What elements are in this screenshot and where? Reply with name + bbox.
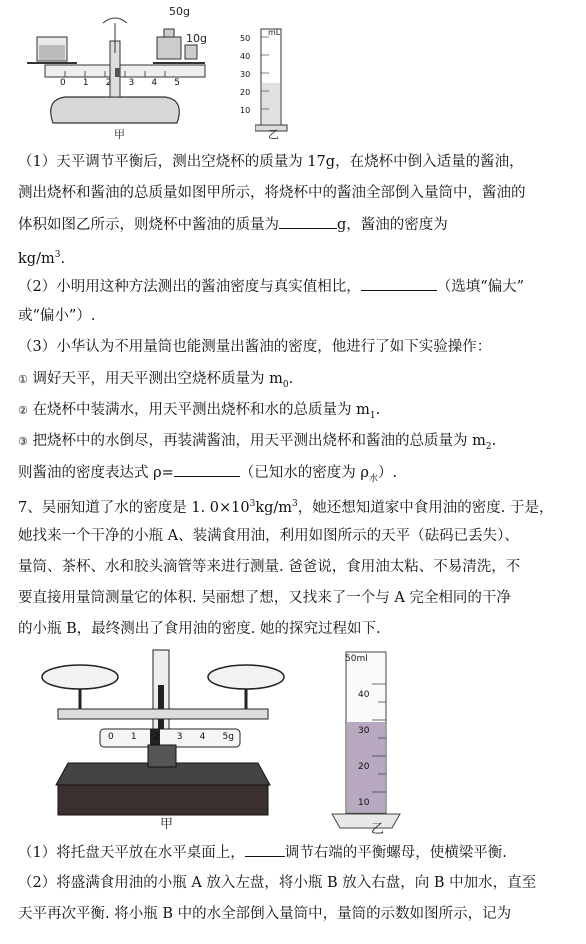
q1-text: 体积如图乙所示，则烧杯中酱油的质量为 (18, 217, 279, 233)
cylinder-tick-labels (240, 30, 250, 120)
problem6-q1-line3 (18, 214, 448, 235)
scale-number: 1 (82, 78, 89, 88)
graduated-cylinder-1 (255, 25, 295, 135)
scale-number: 5 (174, 78, 180, 88)
cylinder-tick: 20 (240, 88, 251, 97)
scale-number: 3 (128, 78, 135, 88)
step-sub: 2 (485, 441, 492, 452)
scale-number: 2 (153, 732, 160, 742)
problem6-q3-intro: （3）小华认为不用量筒也能测量出酱油的密度，他进行了如下实验操作： (18, 339, 492, 355)
step-end: . (491, 433, 497, 449)
balance-scale-numbers (60, 78, 180, 88)
cylinder-tick: 30 (240, 70, 251, 79)
cylinder-tick: 30 (358, 726, 370, 736)
problem7-line5: 的小瓶 B，最终测出了食用油的密度. 她的探究过程如下. (18, 621, 381, 637)
p7-sup: 3 (292, 499, 298, 509)
problem7-line4: 要直接用量筒测量它的体积. 吴丽想了想，又找来了一个与 A 完全相同的干净 (18, 590, 511, 606)
p7-text: ，她还想知道家中食用油的密度. 于是， (297, 499, 554, 516)
p7-q1-text-end: 调节右端的平衡螺母，使横梁平衡. (284, 845, 507, 861)
cylinder-tick: 40 (358, 690, 370, 700)
answer-blank-formula[interactable] (174, 462, 240, 477)
problem7-line1 (18, 494, 554, 518)
step-text: 在烧杯中装满水，用天平测出烧杯和水的总质量为 m (27, 402, 370, 418)
cylinder2-unit-label: 50ml (345, 654, 368, 664)
step-end: . (375, 402, 381, 418)
problem7-line2: 她找来一个干净的小瓶 A、装满食用油，利用如图所示的天平（砝码已丢失）、 (18, 528, 519, 544)
scale-number: 0 (108, 732, 114, 742)
weight-label-10g: 10g (186, 32, 207, 45)
answer-blank-compare[interactable] (361, 276, 437, 291)
formula-text: 则酱油的密度表达式 ρ= (18, 465, 174, 481)
figure-balance-1 (15, 5, 215, 145)
scale-number: 4 (199, 732, 206, 742)
cylinder-tick: 10 (358, 798, 370, 808)
scale-number: 4 (151, 78, 158, 88)
q1-unit-text: g，酱油的密度为 (337, 217, 448, 233)
formula-sub: 水 (368, 473, 378, 484)
scale-number: 5g (222, 732, 234, 742)
line-end: . (60, 250, 66, 267)
step-sub: 1 (369, 410, 376, 421)
step-marker: ③ (18, 435, 28, 448)
problem7-q2-line2: 天平再次平衡. 将小瓶 B 中的水全部倒入量筒中，量筒的示数如图所示，记为 (18, 906, 512, 922)
problem6-step1 (18, 369, 293, 395)
step-marker: ① (18, 373, 28, 386)
q2-text: （2）小明用这种方法测出的酱油密度与真实值相比， (18, 279, 361, 295)
problem6-formula (18, 462, 397, 489)
density-unit: kg/m (18, 250, 55, 267)
figure2-caption-yi: 乙 (371, 822, 385, 837)
problem7-q2-line1: （2）将盛满食用油的小瓶 A 放入左盘，将小瓶 B 放入右盘，向 B 中加水，直至 (18, 875, 537, 891)
cylinder-tick: 40 (240, 52, 251, 61)
figure2-caption-jia: 甲 (160, 817, 174, 832)
problem6-q2-line2: 或“偏小”）. (18, 308, 96, 324)
problem6-q2-line1 (18, 276, 524, 297)
figure-caption-yi: 乙 (268, 128, 279, 141)
problem6-q1-line4 (18, 245, 65, 269)
cylinder2-tick-labels (358, 677, 369, 821)
problem6-q1-line1: （1）天平调节平衡后，测出空烧杯的质量为 17g，在烧杯中倒入适量的酱油， (18, 154, 524, 170)
scale-number: 0 (60, 78, 66, 88)
answer-blank-step[interactable] (245, 842, 285, 857)
step-text: 把烧杯中的水倒尽，再装满酱油，用天平测出烧杯和酱油的总质量为 m (27, 433, 486, 449)
scale-number: 1 (130, 732, 137, 742)
formula-note: （已知水的密度为 ρ (239, 465, 369, 481)
problem6-step3 (18, 431, 496, 457)
problem7-line3: 量筒、茶杯、水和胶头滴管等来进行测量. 爸爸说，食用油太粘、不易清洗，不 (18, 559, 521, 575)
step-text: 调好天平，用天平测出空烧杯质量为 m (27, 371, 283, 387)
step-marker: ② (18, 404, 28, 417)
cylinder-tick: 10 (240, 106, 251, 115)
cylinder-tick: 50 (240, 34, 251, 43)
scale-number: 3 (176, 732, 183, 742)
graduated-cylinder-2 (330, 648, 430, 833)
formula-end: ）. (377, 465, 398, 481)
step-sub: 0 (282, 379, 289, 390)
problem6-step2 (18, 400, 380, 426)
weight-label-50g: 50g (169, 5, 190, 18)
problem7-q1 (18, 842, 507, 863)
cylinder-unit-label: mL (268, 28, 281, 37)
cylinder-tick: 20 (358, 762, 370, 772)
problem6-q1-line2: 测出烧杯和酱油的总质量如图甲所示，将烧杯中的酱油全部倒入量筒中，酱油的 (18, 185, 526, 201)
p7-text: kg/m (255, 499, 293, 516)
density-unit-exp: 3 (54, 250, 61, 260)
step-end: . (288, 371, 294, 387)
p7-q1-text: （1）将托盘天平放在水平桌面上， (18, 845, 245, 861)
figure-caption-jia: 甲 (114, 128, 125, 141)
balance2-scale-numbers (108, 732, 234, 742)
p7-sup: 3 (249, 499, 256, 509)
q2-text-end: （选填“偏大” (436, 279, 525, 295)
answer-blank-mass[interactable] (279, 214, 337, 229)
p7-text: 7、吴丽知道了水的密度是 1. 0×10 (18, 499, 250, 516)
scale-number: 2 (105, 78, 112, 88)
